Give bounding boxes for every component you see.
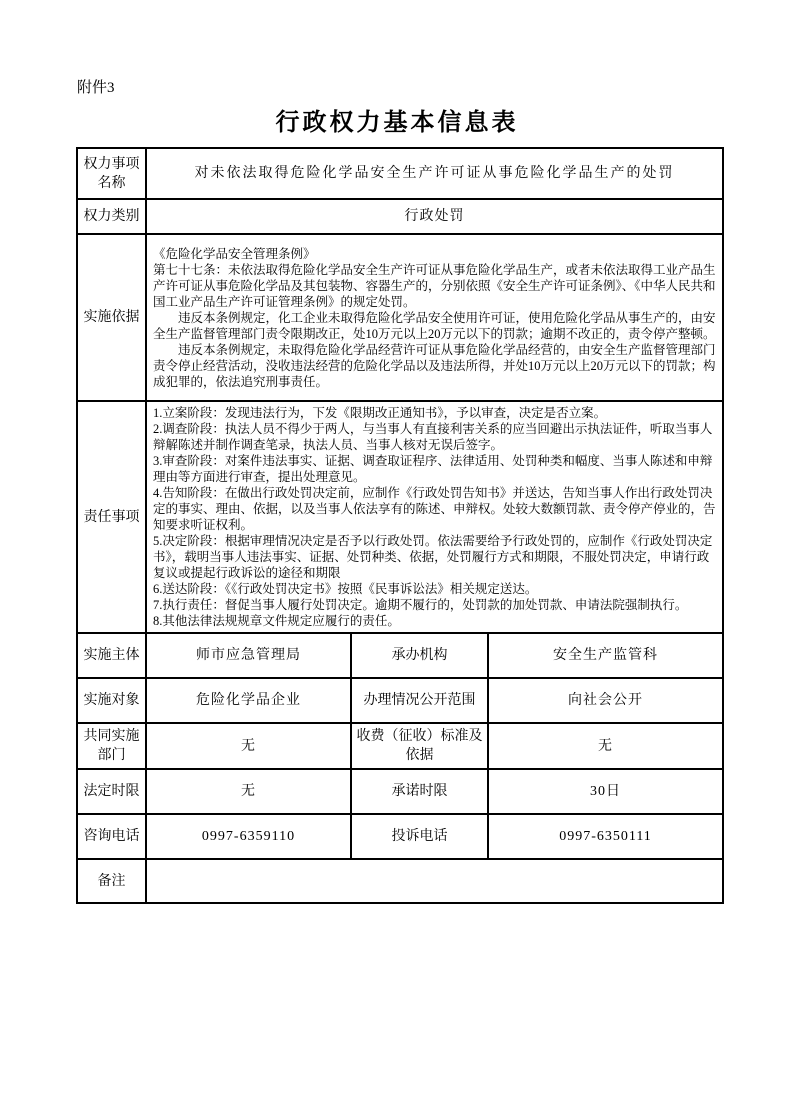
info-table — [76, 147, 724, 904]
duty-item: 7.执行责任：督促当事人履行处罚决定。逾期不履行的，处罚款的加处罚款、申请法院强制执行。 — [153, 598, 688, 612]
table-row — [77, 633, 723, 678]
duty-item: 6.送达阶段：《《行政处罚决定书》按照《民事诉讼法》相关规定送达。 — [153, 582, 538, 596]
table-row — [77, 199, 723, 234]
legal-basis-paragraph: 《危险化学品安全管理条例》 — [153, 246, 316, 261]
table-row — [77, 723, 723, 769]
category-label: 权力类别 — [77, 199, 146, 234]
table-row — [77, 234, 723, 401]
complaint-phone-value: 0997-6350111 — [488, 814, 723, 859]
attachment-label: 附件3 — [77, 80, 115, 96]
table-row — [77, 678, 723, 723]
duty-item: 1.立案阶段：发现违法行为，下发《限期改正通知书》，予以审查，决定是否立案。 — [153, 406, 607, 420]
legal-time-limit-label: 法定时限 — [77, 769, 146, 814]
remark-value — [146, 859, 723, 903]
inquiry-phone-value: 0997-6359110 — [146, 814, 351, 859]
duties-value — [146, 401, 723, 633]
inquiry-phone-label: 咨询电话 — [77, 814, 146, 859]
duties-label: 责任事项 — [77, 401, 146, 633]
fee-standard-label: 收费（征收）标准及依据 — [351, 723, 488, 769]
implementer-value: 师市应急管理局 — [146, 633, 351, 678]
fee-standard-value: 无 — [488, 723, 723, 769]
target-value: 危险化学品企业 — [146, 678, 351, 723]
table-row — [77, 401, 723, 633]
table-row — [77, 769, 723, 814]
implementer-label: 实施主体 — [77, 633, 146, 678]
item-name-value: 对未依法取得危险化学品安全生产许可证从事危险化学品生产的处罚 — [146, 148, 723, 199]
remark-label: 备注 — [77, 859, 146, 903]
legal-time-limit-value: 无 — [146, 769, 351, 814]
duty-item: 8.其他法律法规规章文件规定应履行的责任。 — [153, 614, 400, 628]
target-label: 实施对象 — [77, 678, 146, 723]
table-row — [77, 814, 723, 859]
table-row — [77, 148, 723, 199]
duty-item: 4.告知阶段：在做出行政处罚决定前，应制作《行政处罚告知书》并送达，告知当事人作出行政处罚决定的事实、理由、依据，以及当事人依法享有的陈述、申辩权。处较大数额罚款、责令停产停业的，告知要求听证权利。 — [153, 486, 716, 532]
legal-basis-value — [146, 234, 723, 401]
page-title: 行政权力基本信息表 — [275, 109, 519, 136]
complaint-phone-label: 投诉电话 — [351, 814, 488, 859]
legal-basis-paragraph: 违反本条例规定，未取得危险化学品经营许可证从事危险化学品经营的，由安全生产监督管理部门责令停止经营活动，没收违法经营的危险化学品以及违法所得，并处10万元以上20万元以下的罚款；构成犯罪的，依法追究刑事责任。 — [153, 342, 716, 389]
duty-item: 3.审查阶段：对案件违法事实、证据、调查取证程序、法律适用、处罚种类和幅度、当事人陈述和申辩理由等方面进行审查，提出处理意见。 — [153, 454, 713, 484]
legal-basis-label: 实施依据 — [77, 234, 146, 401]
legal-basis-paragraph: 第七十七条：未依法取得危险化学品安全生产许可证从事危险化学品生产，或者未依法取得工业产品生产许可证从事危险化学品及其包装物、容器生产的，分别依照《安全生产许可证条例》、《中华人民共和国工业产品生产许可证管理条例》的规定处罚。 — [153, 262, 716, 309]
handling-agency-value: 安全生产监管科 — [488, 633, 723, 678]
promised-time-limit-label: 承诺时限 — [351, 769, 488, 814]
promised-time-limit-value: 30日 — [488, 769, 723, 814]
category-value: 行政处罚 — [146, 199, 723, 234]
joint-department-value: 无 — [146, 723, 351, 769]
item-name-label: 权力事项名称 — [77, 148, 146, 199]
table-row — [77, 859, 723, 903]
duty-item: 5.决定阶段：根据审理情况决定是否予以行政处罚。依法需要给予行政处罚的，应制作《行政处罚决定书》，载明当事人违法事实、证据、处罚种类、依据，处罚履行方式和期限，不服处罚决定，申请行政复议或提起行政诉讼的途径和期限 — [153, 534, 713, 580]
handling-agency-label: 承办机构 — [351, 633, 488, 678]
legal-basis-paragraph: 违反本条例规定，化工企业未取得危险化学品安全使用许可证，使用危险化学品从事生产的，由安全生产监督管理部门责令限期改正，处10万元以上20万元以下的罚款；逾期不改正的，责令停产整顿。 — [153, 310, 716, 341]
disclosure-scope-value: 向社会公开 — [488, 678, 723, 723]
disclosure-scope-label: 办理情况公开范围 — [351, 678, 488, 723]
joint-department-label: 共同实施部门 — [77, 723, 146, 769]
duty-item: 2.调查阶段：执法人员不得少于两人，与当事人有直接利害关系的应当回避出示执法证件，听取当事人辩解陈述并制作调查笔录，执法人员、当事人核对无误后签字。 — [153, 422, 713, 452]
